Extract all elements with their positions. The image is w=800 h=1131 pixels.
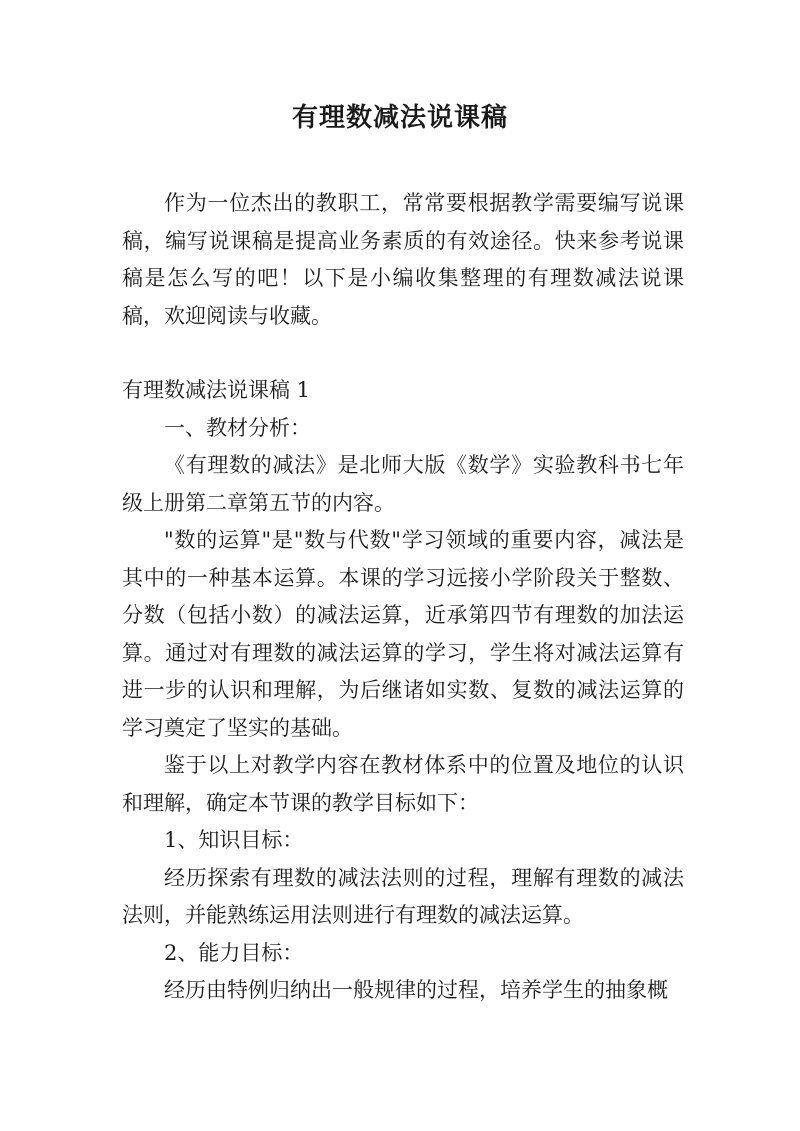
body-paragraph: 经历探索有理数的减法法则的过程，理解有理数的减法法则，并能熟练运用法则进行有理数的减法运算。 (122, 865, 684, 927)
subheading-textbook-analysis: 一、教材分析： (164, 415, 311, 440)
subheading-knowledge-goal: 1、知识目标： (164, 828, 304, 852)
body-paragraph: 《有理数的减法》是北师大版《数学》实验教科书七年级上册第二章第五节的内容。 (122, 453, 684, 515)
subheading-ability-goal: 2、能力目标： (164, 940, 304, 965)
section-heading: 有理数减法说课稿 1 (122, 378, 311, 402)
document-title: 有理数减法说课稿 (291, 103, 508, 133)
body-paragraph: 经历由特例归纳出一般规律的过程，培养学生的抽象概 (164, 978, 668, 1002)
intro-paragraph: 作为一位杰出的教职工，常常要根据教学需要编写说课稿，编写说课稿是提高业务素质的有效途径。快来参考说课稿是怎么写的吧！以下是小编收集整理的有理数减法说课稿，欢迎阅读与收藏。 (122, 191, 684, 328)
body-paragraph: "数的运算"是"数与代数"学习领域的重要内容，减法是其中的一种基本运算。本课的学习远接小学阶段关于整数、分数（包括小数）的减法运算，近承第四节有理数的加法运算。通过对有理数的减法运算的学习，学生将对减法运算有进一步的认识和理解，为后继诸如实数、复数的减法运算的学习奠定了坚实的基础。 (122, 528, 684, 740)
document-body (122, 185, 684, 1010)
body-paragraph: 鉴于以上对教学内容在教材体系中的位置及地位的认识和理解，确定本节课的教学目标如下： (122, 753, 684, 815)
